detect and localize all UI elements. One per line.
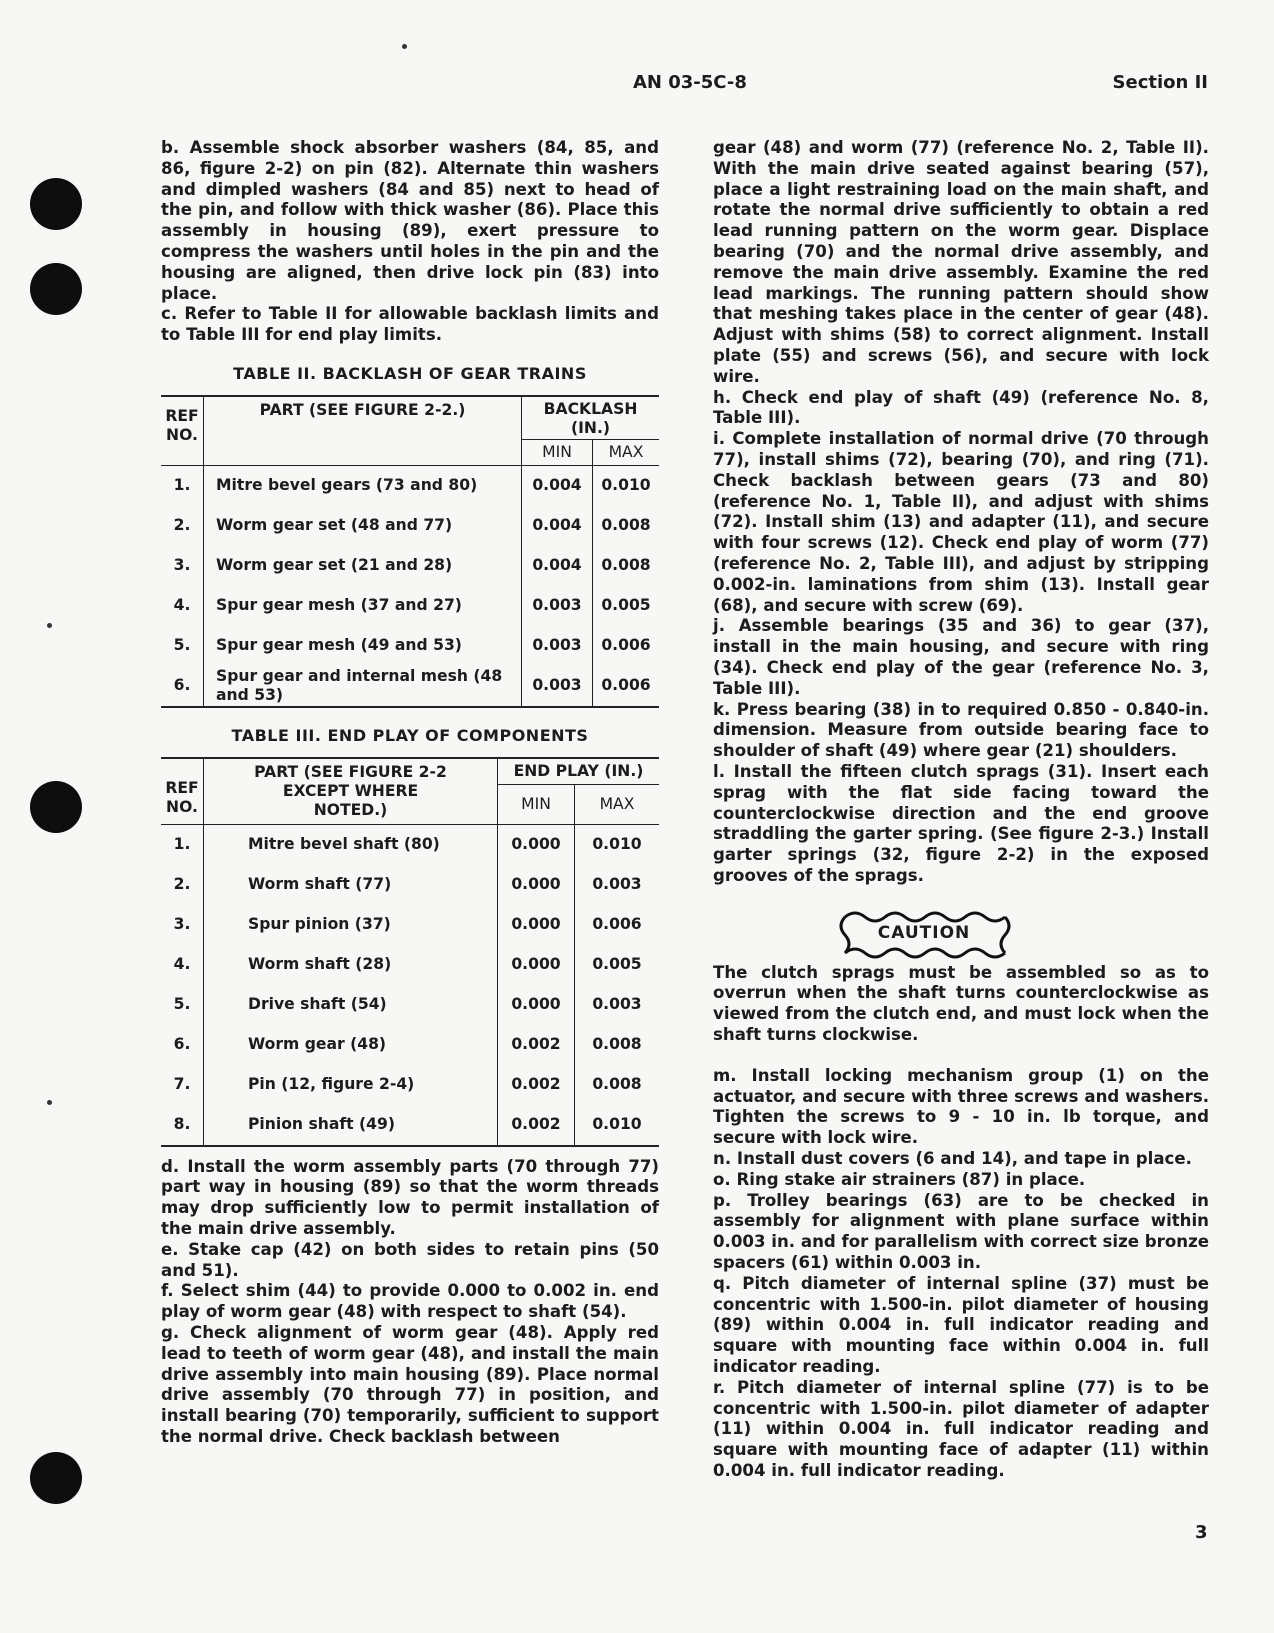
row-part: Drive shaft (54) — [204, 985, 498, 1025]
table2-header-min: MIN — [522, 439, 593, 465]
row-ref: 2. — [173, 875, 191, 894]
row-ref: 1. — [173, 835, 191, 854]
row-ref: 6. — [173, 676, 191, 695]
row-part: Spur gear mesh (49 and 53) — [204, 626, 522, 666]
row-part: Spur pinion (37) — [204, 905, 498, 945]
row-max: 0.006 — [593, 626, 660, 666]
row-min: 0.000 — [498, 865, 575, 905]
row-max: 0.005 — [593, 586, 660, 626]
paragraph-b: b. Assemble shock absorber washers (84, 85, and 86, figure 2-2) on pin (82). Alternate thin washers and dimpled washers (84 and 85) next to head of the pin, and follow with thick washer (86). Place this assembly in housing (89), exert pressure to compress the washers until holes in the pin and the housing are aligned, then drive lock pin (83) into place. — [161, 138, 659, 303]
table-row — [161, 1065, 659, 1105]
table3-header-max: MAX — [575, 784, 660, 824]
paragraph-g-continued: gear (48) and worm (77) (reference No. 2, Table II). With the main drive seated against bearing (57), place a light restraining load on the main shaft, and rotate the normal drive sufficiently to obtain a red lead running pattern on the worm gear. Displace bearing (70) and the normal drive assembly, and remove the main drive assembly. Examine the red lead markings. The running pattern should show that meshing takes place in the center of gear (48). Adjust with shims (58) to correct alignment. Install plate (55) and screws (56), and secure with lock wire. — [713, 138, 1209, 386]
binder-hole — [30, 178, 82, 230]
table3-header-min: MIN — [498, 784, 575, 824]
binder-hole — [30, 263, 82, 315]
table-row — [161, 865, 659, 905]
row-part: Spur gear mesh (37 and 27) — [204, 586, 522, 626]
row-ref: 1. — [173, 476, 191, 495]
row-max: 0.008 — [575, 1065, 660, 1105]
table-row — [161, 945, 659, 985]
paragraph-o: o. Ring stake air strainers (87) in place. — [713, 1169, 1086, 1189]
paragraph-q: q. Pitch diameter of internal spline (37) must be concentric with 1.500-in. pilot diameter of housing (89) within 0.004 in. full indicator reading and square with mounting face within 0.004 in. full indicator reading. — [713, 1273, 1209, 1377]
row-ref: 5. — [173, 636, 191, 655]
row-max: 0.008 — [575, 1025, 660, 1065]
row-max: 0.003 — [575, 985, 660, 1025]
left-column — [161, 138, 659, 1448]
row-part: Worm shaft (77) — [204, 865, 498, 905]
caution-label: CAUTION — [877, 922, 971, 943]
row-ref: 7. — [173, 1075, 191, 1094]
table3-header-ref: REF NO. — [161, 758, 204, 825]
table3-title: TABLE III. END PLAY OF COMPONENTS — [231, 725, 589, 745]
paragraph-l: l. Install the fifteen clutch sprags (31). Insert each sprag with the flat side facing toward the counterclockwise direction and the end groove straddling the garter spring. (See figure 2-3.) Install garter springs (32, figure 2-2) in the exposed grooves of the sprags. — [713, 761, 1209, 885]
paragraph-g: g. Check alignment of worm gear (48). Apply red lead to teeth of worm gear (48), and install the main drive assembly into main housing (89). Place normal drive assembly (70 through 77) in position, and install bearing (70) temporarily, sufficient to support the normal drive. Check backlash between — [161, 1322, 659, 1446]
table-row — [161, 1025, 659, 1065]
row-part: Worm shaft (28) — [204, 945, 498, 985]
row-part: Worm gear (48) — [204, 1025, 498, 1065]
paragraph-e: e. Stake cap (42) on both sides to retain pins (50 and 51). — [161, 1239, 659, 1280]
table3-body — [161, 824, 659, 1146]
speck — [47, 1100, 52, 1105]
row-min: 0.004 — [522, 546, 593, 586]
table-row — [161, 586, 659, 626]
table2-title: TABLE II. BACKLASH OF GEAR TRAINS — [233, 363, 587, 383]
paragraph-j: j. Assemble bearings (35 and 36) to gear (37), install in the main housing, and secure with ring (34). Check end play of the gear (reference No. 3, Table III). — [713, 616, 1209, 698]
row-min: 0.003 — [522, 626, 593, 666]
row-part: Pinion shaft (49) — [204, 1105, 498, 1146]
section-label: Section II — [1112, 72, 1208, 93]
table2-header-max: MAX — [593, 439, 660, 465]
paragraph-p: p. Trolley bearings (63) are to be checked in assembly for alignment with plane surface within 0.003 in. and for parallelism with correct size bronze spacers (61) within 0.003 in. — [713, 1190, 1209, 1273]
table-row — [161, 666, 659, 707]
row-ref: 3. — [173, 556, 191, 575]
table2-header-ref: REF NO. — [161, 396, 204, 466]
row-max: 0.003 — [575, 865, 660, 905]
table3-header-endplay: END PLAY (IN.) — [498, 758, 660, 785]
row-ref: 5. — [173, 995, 191, 1014]
table-row — [161, 546, 659, 586]
row-min: 0.003 — [522, 666, 593, 707]
row-ref: 4. — [173, 596, 191, 615]
table-row — [161, 626, 659, 666]
row-ref: 2. — [173, 516, 191, 535]
speck — [47, 623, 52, 628]
row-part: Mitre bevel gears (73 and 80) — [204, 465, 522, 506]
paragraph-i: i. Complete installation of normal drive (70 through 77), install shims (72), bearing (70), and ring (71). Check backlash between gears (73 and 80) (reference No. 1, Table II), and adjust with shims (72). Install shim (13) and adapter (11), and secure with four screws (12). Check end play of worm (77) (reference No. 2, Table III), and adjust by stripping 0.002-in. laminations from shim (13). Install gear (68), and secure with screw (69). — [713, 429, 1209, 615]
row-min: 0.002 — [498, 1025, 575, 1065]
table-row — [161, 506, 659, 546]
document-code: AN 03-5C-8 — [633, 72, 747, 93]
row-ref: 3. — [173, 915, 191, 934]
row-part: Mitre bevel shaft (80) — [204, 824, 498, 865]
table-row — [161, 824, 659, 865]
row-part: Worm gear set (48 and 77) — [204, 506, 522, 546]
backlash-table — [161, 395, 659, 708]
row-ref: 4. — [173, 955, 191, 974]
caution-text: The clutch sprags must be assembled so as to overrun when the shaft turns counterclockwise as viewed from the clutch end, and must lock when the shaft turns clockwise. — [713, 962, 1209, 1045]
row-min: 0.002 — [498, 1065, 575, 1105]
paragraph-r: r. Pitch diameter of internal spline (77) is to be concentric with 1.500-in. pilot diameter of adapter (11) within 0.004 in. full indicator reading and square with mounting face of adapter (11) within 0.004 in. full indicator reading. — [713, 1377, 1209, 1481]
page-number: 3 — [1195, 1522, 1208, 1543]
binder-hole — [30, 781, 82, 833]
row-min: 0.002 — [498, 1105, 575, 1146]
row-ref: 6. — [173, 1035, 191, 1054]
paragraph-k: k. Press bearing (38) in to required 0.850 - 0.840-in. dimension. Measure from outside bearing face to shoulder of shaft (49) where gear (21) shoulders. — [713, 699, 1209, 761]
row-min: 0.000 — [498, 905, 575, 945]
row-ref: 8. — [173, 1115, 191, 1134]
row-max: 0.010 — [575, 1105, 660, 1146]
row-min: 0.000 — [498, 824, 575, 865]
paragraph-h: h. Check end play of shaft (49) (reference No. 8, Table III). — [713, 387, 1209, 428]
page-header — [0, 72, 1274, 100]
row-max: 0.006 — [593, 666, 660, 707]
paragraph-f: f. Select shim (44) to provide 0.000 to 0.002 in. end play of worm gear (48) with respect to shaft (54). — [161, 1281, 659, 1322]
table2-header-backlash: BACKLASH (IN.) — [522, 396, 660, 440]
table2-header-part: PART (SEE FIGURE 2-2.) — [204, 396, 522, 466]
table3-header-part: PART (SEE FIGURE 2-2 EXCEPT WHERE NOTED.) — [204, 758, 498, 825]
row-min: 0.000 — [498, 945, 575, 985]
table-row — [161, 985, 659, 1025]
speck — [402, 44, 407, 49]
row-max: 0.010 — [575, 824, 660, 865]
row-max: 0.008 — [593, 546, 660, 586]
row-part: Pin (12, figure 2-4) — [204, 1065, 498, 1105]
row-max: 0.006 — [575, 905, 660, 945]
table2-body — [161, 465, 659, 707]
row-max: 0.005 — [575, 945, 660, 985]
paragraph-d: d. Install the worm assembly parts (70 through 77) part way in housing (89) so that the worm threads may drop sufficiently low to permit installation of the main drive assembly. — [161, 1156, 659, 1238]
row-min: 0.004 — [522, 465, 593, 506]
row-part: Spur gear and internal mesh (48 and 53) — [204, 666, 522, 707]
table-row — [161, 1105, 659, 1146]
paragraph-n: n. Install dust covers (6 and 14), and tape in place. — [713, 1149, 1192, 1169]
row-max: 0.010 — [593, 465, 660, 506]
binder-hole — [30, 1452, 82, 1504]
row-max: 0.008 — [593, 506, 660, 546]
row-min: 0.003 — [522, 586, 593, 626]
caution-banner — [835, 907, 1013, 963]
table-row — [161, 465, 659, 506]
row-part: Worm gear set (21 and 28) — [204, 546, 522, 586]
row-min: 0.000 — [498, 985, 575, 1025]
paragraph-c: c. Refer to Table II for allowable backlash limits and to Table III for end play limits. — [161, 304, 659, 345]
end-play-table — [161, 757, 659, 1147]
row-min: 0.004 — [522, 506, 593, 546]
right-column — [713, 138, 1209, 1482]
paragraph-m: m. Install locking mechanism group (1) on the actuator, and secure with three screws and washers. Tighten the screws to 9 - 10 in. lb torque, and secure with lock wire. — [713, 1065, 1209, 1148]
table-row — [161, 905, 659, 945]
